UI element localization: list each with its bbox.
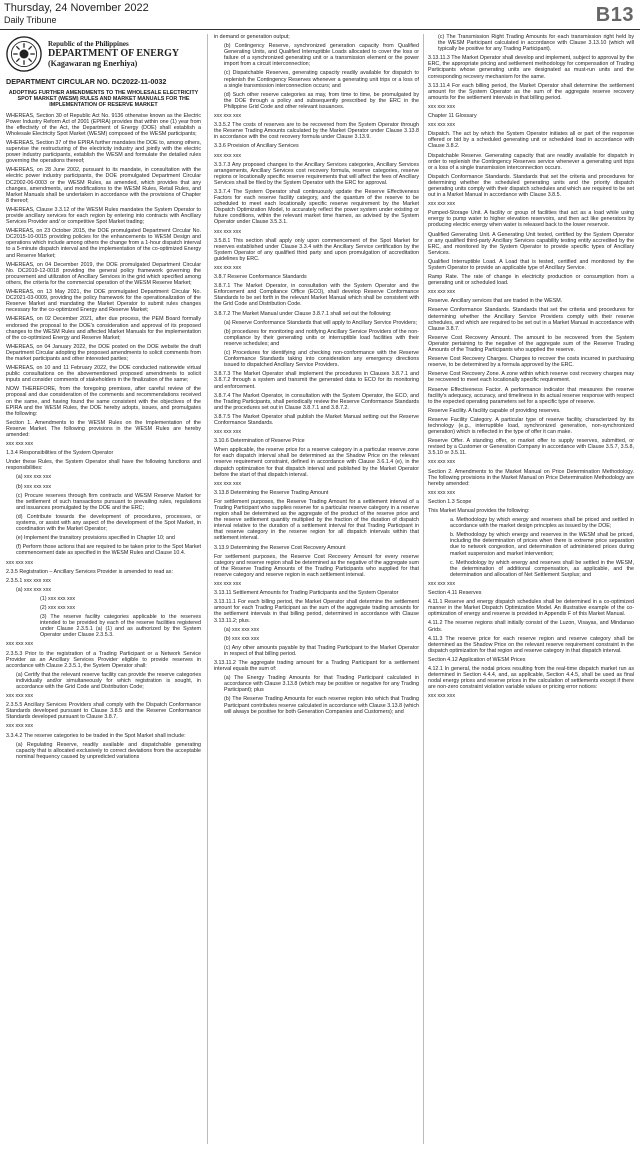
paragraph: 2.3.5.5 Ancillary Services Providers shall comply with the Dispatch Conformance Standards developed pursuant to Clause 3.8.5 and the Reserve Conformance Standards developed pursuant to Clause 3.8.7. (6, 702, 201, 721)
paragraph: Ramp Rate. The rate of change in electricity production or consumption from a generating unit or scheduled load. (428, 274, 634, 287)
paragraph: (a) Reserve Conformance Standards that will apply to Ancillary Service Providers; (224, 319, 418, 326)
paragraph: xxx xxx xxx (214, 429, 242, 436)
paragraph: (c) Any other amounts payable by that Trading Participant to the Market Operator in respect of that billing period. (224, 644, 419, 657)
paragraph: Reserve Cost Recovery Amount. The amount to be recovered from the System Operator pertaining to the negative of the aggregate sum of the Reserve Trading Amounts of the Trading Participants who supplied the reserve. (428, 334, 634, 354)
paragraph: Pumped-Storage Unit. A facility or group of facilities that act as a load while using energy to pump water to higher elevation reservoirs, and then act like generators by producing electric energy when water is released back to the lower reservoir. (428, 210, 634, 229)
paragraph: WHEREAS, Section 30 of Republic Act No. 9136 otherwise known as the Electric Power Industry Reform Act of 2001 (EPIRA) provides that within one (1) year from the effectivity of the Act, the Department of Energy (DOE) shall establish a Wholesale Electricity Spot Market (WESM) composed of the WESM participants; (6, 112, 201, 137)
paragraph: 3.13.11.2 The aggregate trading amount for a Trading Participant for a settlement interval equals the sum of: (214, 659, 419, 673)
paragraph: xxx xxx xxx (6, 723, 34, 730)
paragraph: 3.13.11.1 For each billing period, the Market Operator shall determine the settlement amount for each Trading Participant as the sum of the aggregate trading amounts for the settlement intervals in that billing period, determined in accordance with Clause 3.13.11.2; plus. (214, 599, 419, 624)
paragraph: 3.8.7.4 The Market Operator, in consultation with the System Operator, the ECO, and the Trading Participants, shall periodically review the Reserve Conformance Standards and the procedures set out in Clause 3.8.7.1 and 3.8.7.2. (214, 392, 419, 411)
paragraph: 3.13.11.4 For each billing period, the Market Operator shall determine the settlement amount for the System Operator as the sum of the aggregate reserve recovery amounts for the settlement intervals in that billing period. (428, 82, 634, 101)
paragraph: (e) Implement the transitory provisions specified in Chapter 10; and (16, 535, 175, 542)
paragraph: 3.8.7.1 The Market Operator, in consultation with the System Operator and the Enforcement and Compliance Office (ECO), shall develop Reserve Conformance Standards to be set forth in the relevant Market Manual which shall be consistent with the Grid Code and Distribution Code. (214, 283, 419, 308)
paragraph: Qualified Generating Unit. A Generating Unit tested, certified by the System Operator or any qualified third-party Ancillary Services capability testing entity accredited by the ERC, and monitored by the System Operator to provide specific types of Ancillary Services. (428, 231, 634, 256)
paragraph: Section 4.12 Application of WESM Prices (428, 656, 526, 663)
paragraph: (d) Such other reserve categories as may, from time to time, be promulgated by the DOE through a policy and subsequently prescribed by the ERC in the Philippine Grid Code and other relevant issuances. (224, 91, 419, 110)
paragraph: 3.10.6 Determination of Reserve Price (214, 438, 305, 445)
paragraph: a. Methodology by which energy and reserves shall be priced and settled in accordance with the market design principles as issued by the DOE; (450, 517, 634, 530)
paragraph: (b) xxx xxx xxx (16, 483, 52, 490)
paragraph: (b) procedures for monitoring and notifying Ancillary Service Providers of the non-compliance by their generating units or interruptible load facilities with their reserve schedules; and (224, 328, 419, 347)
paragraph: xxx xxx xxx (428, 201, 456, 208)
publication-name: Daily Tribune (4, 15, 57, 25)
paragraph: Reserve Cost Recovery Zone. A zone within which reserve cost recovery charges may be recovered to meet each locationally specific requirement. (428, 371, 634, 384)
paragraph: (d) Contribute towards the development of procedures, processes, or systems, or assist with any aspect of the development of the Spot Market, in coordination with the Market Operator; (16, 513, 201, 533)
doe-logo-block (6, 36, 201, 72)
paragraph: Section 4.11 Reserves (428, 590, 482, 597)
paragraph: Under these Rules, the System Operator shall have the following functions and responsibilities: (6, 459, 201, 472)
paragraph: (a) Regulating Reserve, readily available and dispatchable generating capacity that is allocated exclusively to correct deviations from the acceptable nominal frequency caused by unpredicted variations (16, 741, 201, 760)
paragraph: in demand or generation output; (214, 34, 290, 40)
paragraph: Reserve Facility Category. A particular type of reserve facility, characterized by its technology (e.g., interruptible load, synchronized generation, non-synchronized generation) which is reflected in the type of offer it can make. (428, 416, 634, 436)
paragraph: (c) The Transmission Right Trading Amounts for each transmission right held by the WESM Participant calculated in accordance with Clause 3.13.10 (which will typically be positive for any Trading Participant). (438, 34, 634, 53)
column-2 (214, 34, 419, 1146)
paragraph: c. Methodology by which energy and reserves shall be settled in the WESM, the determination of additional compensation, as applicable, and the determination and allocation of Net Settlement Surplus; and (450, 559, 634, 578)
paragraph: WHEREAS, on 04 January 2022, the DOE posted on the DOE website the draft Department Circular adopting the proposed amendments to solicit comments from the market participants and other interested parties; (6, 343, 201, 362)
paragraph: (f) Perform those actions that are required to be taken prior to the Spot Market commencement date as specified in the WESM Rules and Clause 10.4. (16, 544, 201, 557)
paragraph: (a) Certify that the relevant reserve facility can provide the reserve categories individually and/or simultaneously for which registration is sought, in accordance with the Grid Code and Distribution Code; (16, 671, 201, 691)
circular-subtitle: ADOPTING FURTHER AMENDMENTS TO THE WHOLESALE ELECTRICITY SPOT MARKET (WESM) RULES AND MARKET MANUALS FOR THE IMPLEMENTATION OF RESERVE MARKET (8, 90, 199, 109)
circular-title: DEPARTMENT CIRCULAR NO. DC2022-11-0032 (6, 77, 167, 86)
paragraph: 3.13.11.3 The Market Operator shall develop and implement, subject to approval by the ERC, the appropriate pricing and settlement methodology for compensation of Trading Participants whose generating units are designated as must-run units and the corresponding recovery mechanism for the same. (428, 55, 634, 80)
paragraph: Dispatch. The act by which the System Operator initiates all or part of the response offered or bid by a scheduled generating unit or scheduled load in accordance with Clause 3.8.2. (428, 131, 634, 150)
paragraph: 3.3.7.4 The System Operator shall continuously update the Reserve Effectiveness Factors for each reserve facility category, and the quantum of the reserve to be scheduled to meet each locationally specific reserve requirement by the Market Dispatch Optimization Model, to accurately reflect the power system under existing or future conditions, within the relevant market time frames, as advised by the System Operator under Clause 3.5.3.1. (214, 188, 419, 226)
paragraph: WHEREAS, on 13 May 2021, the DOE promulgated Department Circular No. DC2021-03-0009, providing the policy framework for the operationalization of the Reserve Market and mandating the Market Operator to submit rules changes necessary for the co-optimized Energy and Reserve Market; (6, 289, 201, 314)
paragraph: (b) Contingency Reserve, synchronized generation capacity from Qualified Generating Units, and Qualified Interruptible Loads allocated to cover the loss or failure of a synchronized generating unit or a transmission element or the power import from a circuit interconnection; (224, 43, 419, 68)
paragraph: 3.13.9 Determining the Reserve Cost Recovery Amount (214, 544, 346, 551)
paragraph: Dispatch Conformance Standards. Standards that set the criteria and procedures for determining whether the scheduled generating units and the priority dispatch generating units comply with their dispatch schedules and which are required to be set out in a Market Manual in accordance with Clause 3.8.5. (428, 173, 634, 199)
paragraph: Section 1.3 Scope (428, 498, 472, 505)
paragraph: (3) The reserve facility categories applicable to the reserves intended to be provided by each of the reserve facilities registered under Clause 2.3.5.1 (a) (1) and as authorized by the System Operator under Clause 2.3.5.3. (40, 614, 201, 639)
paragraph: 2.3.5.3 Prior to the registration of a Trading Participant or a Network Service Provider as an Ancillary Services Provider eligible to provide reserves in accordance with Clause 2.3.5.1, the System Operator shall: (6, 650, 201, 669)
issue-date: Thursday, 24 November 2022 (4, 2, 149, 14)
paragraph: xxx xxx xxx (6, 441, 34, 448)
paragraph: Section 2. Amendments to the Market Manual on Price Determination Methodology. The following provisions in the Market Manual on Price Determination Methodology are hereby amended: (428, 468, 634, 487)
logo-line-department: DEPARTMENT OF ENERGY (48, 48, 180, 59)
paragraph: Section 1. Amendments to the WESM Rules on the Implementation of the Reserve Market. The following provisions in the WESM Rules are hereby amended: (6, 419, 201, 439)
paragraph: WHEREAS, on 23 October 2015, the DOE promulgated Department Circular No. DC2015-10-0015 providing policies for the enhancements to WESM Design and operations which include among others the change from a 1-hour dispatch interval to a 5-minute dispatch interval and the implementation of the co-optimized Energy and Reserve Market; (6, 228, 201, 259)
paragraph: xxx xxx xxx (6, 693, 34, 700)
paragraph: xxx xxx xxx (428, 122, 456, 129)
paragraph: 3.13.11 Settlement Amounts for Trading Participants and the System Operator (214, 590, 399, 597)
paragraph: WHEREAS, on 10 and 11 February 2022, the DOE conducted nationwide virtual public consultations on the abovementioned proposed amendments to solicit inputs and consider comments of stakeholders in the finalization of the same; (6, 365, 201, 384)
paragraph: xxx xxx xxx (214, 581, 242, 588)
paragraph: WHEREAS, Clause 3.3.12 of the WESM Rules mandates the System Operator to provide ancillary services for each region by entering into contracts with Ancillary Services Provider and/ or competitive Spot Market trading; (6, 206, 201, 226)
paragraph: (b) The Reserve Trading Amounts for each reserve region into which that Trading Participant contributes reserve calculated in accordance with Clause 3.13.8 (which will always be positive for both Generation Companies and Customers); and (224, 696, 419, 715)
paragraph: WHEREAS, Section 37 of the EPIRA further mandates the DOE to, among others, supervise the restructuring of the electricity industry and jointly with the electric power industry participants, establish the WESM and formulate the detailed rules governing the operations thereof; (6, 139, 201, 165)
column-divider (423, 34, 424, 1144)
paragraph: When applicable, the reserve price for a reserve category in a particular reserve zone for each dispatch interval shall be determined as the Shadow Price on the relevant reserve requirement constraint, defined in accordance with Clause 3.6.1.4 (e), in the dispatch optimization for that dispatch interval and published by the Market Operator before the start of that dispatch interval. (214, 447, 419, 478)
column-divider (207, 34, 208, 1144)
paragraph: This Market Manual provides the following: (428, 508, 530, 514)
column-3 (428, 34, 634, 1146)
paragraph: xxx xxx xxx (214, 480, 242, 487)
paragraph: 1.3.4 Responsibilities of the System Operator (6, 450, 114, 457)
paragraph: (c) Dispatchable Reserves, generating capacity readily available for dispatch to replenish the Contingency Reserves whenever a generating unit trips or a loss of a single transmission interconnection occurs; and (224, 70, 419, 89)
column-3-body (428, 34, 634, 699)
paragraph: Qualified Interruptible Load. A Load that is tested, certified and monitored by the System Operator to provide an applicable type of Ancillary Service. (428, 258, 634, 271)
paragraph: xxx xxx xxx (6, 559, 34, 566)
column-1-body (6, 113, 201, 760)
paragraph: WHEREAS, on 02 December 2021, after due process, the PEM Board formally endorsed the proposal to the DOE's consideration and approval of its proposed changes to the WESM Rules and affected Market Manuals for the implementation of the co-optimized Energy and Reserve Market; (6, 316, 201, 341)
paragraph: (1) xxx xxx xxx (40, 595, 76, 602)
paragraph: (a) xxx xxx xxx (16, 586, 52, 593)
paragraph: For settlement purposes, the Reserve Cost Recovery Amount for every reserve category and reserve region shall be determined as the negative of the aggregate sum of the Reserve Trading Amounts of the Trading Participants who supplied for that reserve category and reserve region in each settlement interval. (214, 553, 419, 578)
column-2-body (214, 34, 419, 715)
paragraph: (a) xxx xxx xxx (224, 626, 260, 633)
column-1 (6, 34, 201, 1146)
paragraph: 3.8.7.2 The Market Manual under Clause 3.8.7.1 shall set out the following: (214, 310, 392, 317)
paragraph: 3.8.7.3 The Market Operator shall implement the procedures in Clauses 3.8.7.1 and 3.8.7.2 through a system and transmit the generated data to ECO for its monitoring and enforcement. (214, 371, 419, 390)
paragraph: 3.3.5.2 The costs of reserves are to be recovered from the System Operator through the Reserve Trading Amounts calculated by the Market Operator under Clause 3.13.8 in accordance with the cost recovery formula under Clause 3.13.9. (214, 122, 419, 141)
paragraph: b. Methodology by which energy and reserves in the WESM shall be priced, including the determination of prices when there is extreme price separation due to network congestion, and determination of administered prices during market suspension and market intervention; (450, 532, 634, 557)
paragraph: Reserve Cost Recovery Charges. Charges to recover the costs incurred in purchasing reserve, to be determined by a formula approved by the ERC. (428, 356, 634, 369)
paragraph: Reserve. Ancillary services that are traded in the WESM. (428, 298, 563, 305)
paragraph: xxx xxx xxx (214, 228, 242, 235)
paragraph: NOW THEREFORE, from the foregoing premises, after careful review of the proposal and due consideration of the comments and recommendations received on the same, and having found the same consistent with the objectives of the EPIRA and the WESM Rules, the DOE hereby adopts, issues, and promulgates the following: (6, 386, 201, 417)
paragraph: For settlement purposes, the Reserve Trading Amount for a settlement interval of a Trading Participant who supplies reserve for a particular reserve category in a reserve region shall be determined as the aggregate of the product of the reserve price and the reserve settlement quantity multiplied by the fraction of the duration of dispatch interval relative to the duration of a settlement interval for that Trading Participant in that reserve category in the reserve region for all dispatch intervals within that settlement interval. (214, 498, 419, 542)
paragraph: Reserve Offer. A standing offer, or market offer to supply reserves, submitted, or revised by a Customer or Generation Company in accordance with Clause 3.5.7, 3.5.8, 3.5.10 or 3.5.11. (428, 438, 634, 457)
paragraph: 3.13.8 Determining the Reserve Trading Amount (214, 489, 329, 496)
paragraph: xxx xxx xxx (428, 489, 456, 496)
header-rule (0, 29, 640, 30)
paragraph: xxx xxx xxx (428, 459, 456, 466)
paragraph: xxx xxx xxx (428, 103, 456, 110)
paragraph: 3.3.4.2 The reserve categories to be traded in the Spot Market shall include: (6, 732, 186, 739)
paragraph: Reserve Conformance Standards. Standards that set the criteria and procedures for determining whether the Ancillary Service Providers comply with their reserve schedules, and which are required to be set out in a Market Manual in accordance with Clause 3.8.7. (428, 307, 634, 332)
paragraph: xxx xxx xxx (214, 152, 242, 159)
paragraph: 3.3.7.3 Any proposed changes to the Ancillary Services categories, Ancillary Services arrangements, Ancillary Services cost recovery formula, reserve categories, reserve regions or locationally specific reserve requirements that will affect the fees of Ancillary Services shall be filed by the System Operator with the ERC for approval. (214, 161, 419, 186)
logo-line-republic: Republic of the Philippines (48, 40, 129, 48)
paragraph: (a) The Energy Trading Amounts for that Trading Participant calculated in accordance with Clause 3.13.8 (which may be positive or negative for any Trading Participant); plus (224, 675, 419, 694)
page-header (0, 0, 640, 30)
paragraph: 3.8.7 Reserve Conformance Standards (214, 274, 307, 281)
paragraph: xxx xxx xxx (428, 289, 456, 296)
paragraph: Reserve Effectiveness Factor. A performance indicator that measures the reserve facility's adequacy, accuracy, and timeliness in its actual reserve response with respect to the expected operating parameters set for a specific type of reserve. (428, 386, 634, 405)
paragraph: Chapter 11 Glossary (428, 113, 477, 120)
paragraph: xxx xxx xxx (6, 641, 34, 648)
paragraph: 3.5.8.1 This section shall apply only upon commencement of the Spot Market for reserves established under Clause 3.3.4 with the Ancillary Service certification by the System Operator of any qualified third party and upon promulgation of accreditation guidelines by ERC. (214, 237, 419, 262)
paragraph: (2) xxx xxx xxx (40, 604, 76, 611)
paragraph: (c) Procedures for identifying and checking non-conformance with the Reserve Conformance Standards taking into consideration any emergency directions issued to dispatched Ancillary Service Providers. (224, 350, 419, 369)
paragraph: xxx xxx xxx (428, 580, 456, 587)
paragraph: WHEREAS, on 28 June 2002, pursuant to its mandate, in consultation with the electric power industry participants, the DOE promulgated Department Circular DC2002-06-0003 or the WESM Rules, as amended, which provides that any changes, amendments, and modifications to the WESM Rules, Retail Rules, and Market Manuals shall be undertaken in accordance with the provisions of Chapter 8 thereof; (6, 167, 201, 204)
paragraph: 3.3.6 Provision of Ancillary Services (214, 143, 299, 150)
paragraph: WHEREAS, on 04 December 2019, the DOE promulgated Department Circular No. DC2019-12-0018 providing the general policy framework governing the procurement and utilization of Ancillary Services in the grid which specified among others, the criteria for the commercial operation of the WESM Reserve Market; (6, 261, 201, 286)
paragraph: xxx xxx xxx (214, 265, 242, 271)
paragraph: 2.3.5.1 xxx xxx xxx (6, 577, 51, 584)
paragraph: 2.3.5 Registration – Ancillary Services Provider is amended to read as: (6, 568, 173, 575)
paragraph: 3.8.7.5 The Market Operator shall publish the Market Manual setting out the Reserve Conformance Standards. (214, 413, 419, 426)
paragraph: 4.12.1 In general, the nodal prices resulting from the real-time dispatch market run as determined in Section 4.4.4, and, as applicable, Section 4.4.5, shall be used as final nodal energy prices and reserve prices in the calculation of settlements except if there are non-zero constraint violation variable values or pricing error notices: (428, 665, 634, 691)
paragraph: xxx xxx xxx (428, 693, 456, 700)
paragraph: 4.11.2 The reserve regions shall initially consist of the Luzon, Visayas, and Mindanao Grids. (428, 620, 634, 633)
logo-line-kagawaran: (Kagawaran ng Enerhiya) (48, 59, 138, 68)
paragraph: (a) xxx xxx xxx (16, 474, 52, 481)
page-number: B13 (595, 4, 634, 26)
paragraph: (c) Procure reserves through firm contracts and WESM Reserve Market for the settlement of such transactions pursuant to prevailing rules, regulations and issuances promulgated by the DOE and the ERC; (16, 492, 201, 511)
paragraph: (b) xxx xxx xxx (224, 635, 260, 642)
paragraph: 4.11.3 The reserve price for each reserve region and reserve category shall be determined as the Shadow Price on the relevant reserve requirement constraint in the dispatch optimization for that region and reserve category in that dispatch interval. (428, 635, 634, 654)
paragraph: Dispatchable Reserve. Generating capacity that are readily available for dispatch in order to replenish the Contingency Reserves service whenever a generating unit trips or a loss of a single transmission interconnection occurs. (428, 152, 634, 171)
paragraph: 4.11.1 Reserve and energy dispatch schedules shall be determined in a co-optimized manner in the Market Dispatch Optimization Model. An illustrative example of the co-optimization of energy and reserve is provided in Appendix F of this Market Manual. (428, 599, 634, 618)
paragraph: Reserve Facility. A facility capable of providing reserves. (428, 407, 561, 414)
paragraph: xxx xxx xxx (214, 113, 242, 120)
doe-seal-icon (6, 36, 42, 72)
